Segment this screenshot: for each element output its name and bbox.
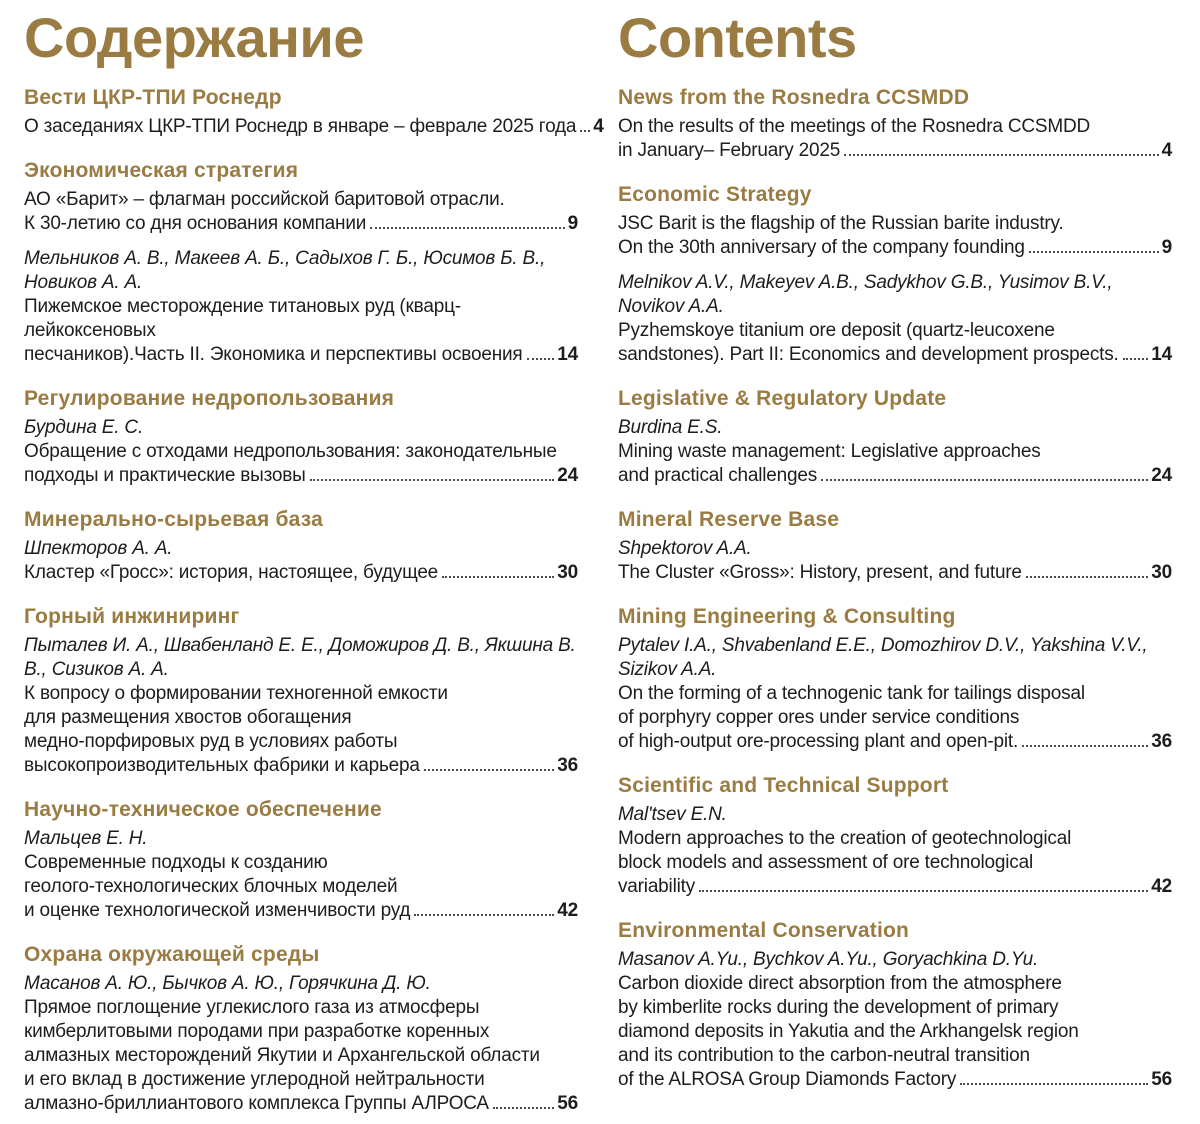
section-heading: Горный инжиниринг <box>24 605 240 628</box>
toc-item <box>24 188 578 236</box>
section-heading: Environmental Conservation <box>618 919 910 942</box>
dot-leader <box>414 914 554 916</box>
section-heading: Экономическая стратегия <box>24 159 299 182</box>
item-title-line: геолого-технологических блочных моделей <box>24 876 398 897</box>
dot-leader <box>1029 251 1159 253</box>
item-title-text: The Cluster «Gross»: History, present, and future <box>618 562 1022 583</box>
toc-item <box>618 634 1172 754</box>
toc-section <box>24 508 578 585</box>
section-heading: Legislative & Regulatory Update <box>618 387 947 410</box>
dot-leader <box>493 1107 554 1109</box>
toc-section <box>24 943 578 1116</box>
item-authors: Burdina E.S. <box>618 417 723 438</box>
item-title-text: алмазно-бриллиантового комплекса Группы АЛРОСА <box>24 1093 489 1114</box>
item-title-line <box>24 561 578 585</box>
item-title-line: К вопросу о формировании техногенной емкости <box>24 683 448 704</box>
toc-item <box>618 416 1172 488</box>
page-number: 4 <box>1161 140 1172 161</box>
toc-item <box>24 537 578 585</box>
dot-leader <box>844 154 1159 156</box>
dot-leader <box>442 576 554 578</box>
page-number: 24 <box>1151 465 1172 486</box>
item-authors: Melnikov A.V., Makeyev A.B., Sadykhov G.B., Yusimov B.V., Novikov A.A. <box>618 272 1113 317</box>
item-title-line: Прямое поглощение углекислого газа из атмосферы <box>24 997 480 1018</box>
item-title-text: песчаников).Часть II. Экономика и перспективы освоения <box>24 344 523 365</box>
toc-title-english: Contents <box>618 6 857 69</box>
section-heading: Охрана окружающей среды <box>24 943 320 966</box>
page-number: 30 <box>1151 562 1172 583</box>
toc-item <box>24 416 578 488</box>
item-title-text: высокопроизводительных фабрики и карьера <box>24 755 420 776</box>
dot-leader <box>310 479 555 481</box>
section-heading: Economic Strategy <box>618 183 812 206</box>
item-title-line: diamond deposits in Yakutia and the Arkhangelsk region <box>618 1021 1079 1042</box>
item-authors: Pytalev I.A., Shvabenland E.E., Domozhirov D.V., Yakshina V.V., Sizikov A.A. <box>618 635 1148 680</box>
item-authors: Masanov A.Yu., Bychkov A.Yu., Goryachkina D.Yu. <box>618 949 1039 970</box>
item-title-line <box>24 899 578 923</box>
item-title-text: in January– February 2025 <box>618 140 841 161</box>
section-heading: News from the Rosnedra CCSMDD <box>618 86 970 109</box>
page-number: 56 <box>1151 1069 1172 1090</box>
item-title-line <box>24 115 604 139</box>
item-title-line <box>24 754 578 778</box>
page-number: 14 <box>557 344 578 365</box>
item-authors: Мельников А. В., Макеев А. Б., Садыхов Г. Б., Юсимов Б. В., Новиков А. А. <box>24 248 546 293</box>
dot-leader <box>1022 745 1148 747</box>
section-heading: Mineral Reserve Base <box>618 508 840 531</box>
item-title-line: On the results of the meetings of the Rosnedra CCSMDD <box>618 116 1091 137</box>
toc-item <box>24 634 578 778</box>
item-title-text: Кластер «Гросс»: история, настоящее, будущее <box>24 562 439 583</box>
item-title-line: block models and assessment of ore technological <box>618 852 1033 873</box>
item-title-text: О заседаниях ЦКР-ТПИ Роснедр в январе – феврале 2025 года <box>24 116 577 137</box>
item-title-text: подходы и практические вызовы <box>24 465 306 486</box>
item-authors: Мальцев Е. Н. <box>24 828 148 849</box>
toc-title-russian: Содержание <box>24 6 364 69</box>
item-title-text: и оценке технологической изменчивости руд <box>24 900 411 921</box>
toc-item <box>24 115 604 139</box>
toc-section <box>618 508 1172 585</box>
toc-item <box>618 948 1172 1092</box>
page-number: 42 <box>557 900 578 921</box>
page-number: 24 <box>557 465 578 486</box>
item-authors: Масанов А. Ю., Бычков А. Ю., Горячкина Д. Ю. <box>24 973 431 994</box>
toc-section <box>618 919 1172 1092</box>
item-title-line <box>618 875 1172 899</box>
dot-leader <box>699 890 1148 892</box>
toc-section <box>618 605 1172 754</box>
item-title-line: and its contribution to the carbon-neutral transition <box>618 1045 1030 1066</box>
page-number: 36 <box>557 755 578 776</box>
item-title-line: On the forming of a technogenic tank for tailings disposal <box>618 683 1085 704</box>
dot-leader <box>370 227 564 229</box>
item-title-line: Пижемское месторождение титановых руд (кварц-лейкоксеновых <box>24 296 461 341</box>
item-title-text: On the 30th anniversary of the company founding <box>618 237 1025 258</box>
item-title-line <box>618 236 1172 260</box>
page-number: 42 <box>1151 876 1172 897</box>
item-title-line: кимберлитовыми породами при разработке коренных <box>24 1021 490 1042</box>
item-title-line: Pyzhemskoye titanium ore deposit (quartz-leucoxene <box>618 320 1055 341</box>
page-number: 56 <box>557 1093 578 1114</box>
item-title-line <box>618 1068 1172 1092</box>
section-heading: Mining Engineering & Consulting <box>618 605 956 628</box>
dot-leader <box>960 1083 1148 1085</box>
item-authors: Mal'tsev E.N. <box>618 804 727 825</box>
dot-leader <box>580 130 590 132</box>
item-title-line: Современные подходы к созданию <box>24 852 328 873</box>
dot-leader <box>1026 576 1148 578</box>
page-number: 36 <box>1151 731 1172 752</box>
page-number: 30 <box>557 562 578 583</box>
toc-item <box>618 271 1172 367</box>
toc-section <box>24 86 604 139</box>
item-authors: Бурдина Е. С. <box>24 417 144 438</box>
page-number: 14 <box>1151 344 1172 365</box>
section-heading: Scientific and Technical Support <box>618 774 949 797</box>
dot-leader <box>424 769 555 771</box>
section-heading: Вести ЦКР-ТПИ Роснедр <box>24 86 282 109</box>
item-authors: Шпекторов А. А. <box>24 538 173 559</box>
section-heading: Регулирование недропользования <box>24 387 395 410</box>
item-title-line <box>24 343 578 367</box>
item-title-line <box>618 139 1172 163</box>
page-number: 9 <box>567 213 578 234</box>
page-number: 4 <box>593 116 604 137</box>
item-title-line: и его вклад в достижение углеродной нейтральности <box>24 1069 485 1090</box>
item-title-text: of high-output ore-processing plant and open-pit. <box>618 731 1019 752</box>
toc-item <box>24 247 578 367</box>
item-title-line: of porphyry copper ores under service conditions <box>618 707 1020 728</box>
item-title-line: АО «Барит» – флагман российской баритовой отрасли. <box>24 189 505 210</box>
item-title-line: для размещения хвостов обогащения <box>24 707 352 728</box>
item-title-line: Carbon dioxide direct absorption from the atmosphere <box>618 973 1062 994</box>
toc-section <box>24 605 578 778</box>
toc-item <box>618 537 1172 585</box>
item-title-line <box>24 464 578 488</box>
item-title-line: алмазных месторождений Якутии и Архангельской области <box>24 1045 540 1066</box>
toc-column-english <box>618 6 1172 1116</box>
section-heading: Минерально-сырьевая база <box>24 508 324 531</box>
item-title-text: К 30-летию со дня основания компании <box>24 213 367 234</box>
dot-leader <box>821 479 1148 481</box>
item-authors: Shpektorov A.A. <box>618 538 752 559</box>
toc-item <box>618 115 1172 163</box>
item-title-text: of the ALROSA Group Diamonds Factory <box>618 1069 957 1090</box>
item-title-line <box>24 1092 578 1116</box>
toc-section <box>24 387 578 488</box>
item-title-text: variability <box>618 876 695 897</box>
item-title-line: Modern approaches to the creation of geotechnological <box>618 828 1072 849</box>
page-number: 9 <box>1161 237 1172 258</box>
item-title-line: Обращение с отходами недропользования: законодательные <box>24 441 557 462</box>
section-heading: Научно-техническое обеспечение <box>24 798 382 821</box>
item-title-line: JSC Barit is the flagship of the Russian barite industry. <box>618 213 1064 234</box>
toc-column-russian <box>24 6 604 1116</box>
dot-leader <box>1123 358 1149 360</box>
toc-section <box>24 798 578 923</box>
toc-section <box>618 183 1172 367</box>
toc-item <box>24 972 578 1116</box>
toc-section <box>618 86 1172 163</box>
toc-section <box>618 774 1172 899</box>
item-title-line: медно-порфировых руд в условиях работы <box>24 731 398 752</box>
item-title-line: by kimberlite rocks during the development of primary <box>618 997 1059 1018</box>
toc-section <box>618 387 1172 488</box>
toc-item <box>618 803 1172 899</box>
item-title-line <box>618 730 1172 754</box>
item-title-line <box>24 212 578 236</box>
dot-leader <box>527 358 555 360</box>
item-title-line <box>618 464 1172 488</box>
item-title-line: Mining waste management: Legislative approaches <box>618 441 1041 462</box>
item-title-line <box>618 343 1172 367</box>
toc-item <box>24 827 578 923</box>
item-authors: Пыталев И. А., Швабенланд Е. Е., Доможиров Д. В., Якшина В. В., Сизиков А. А. <box>24 635 576 680</box>
item-title-text: and practical challenges <box>618 465 818 486</box>
item-title-text: sandstones). Part II: Economics and development prospects. <box>618 344 1119 365</box>
toc-section <box>24 159 578 367</box>
item-title-line <box>618 561 1172 585</box>
toc-item <box>618 212 1172 260</box>
